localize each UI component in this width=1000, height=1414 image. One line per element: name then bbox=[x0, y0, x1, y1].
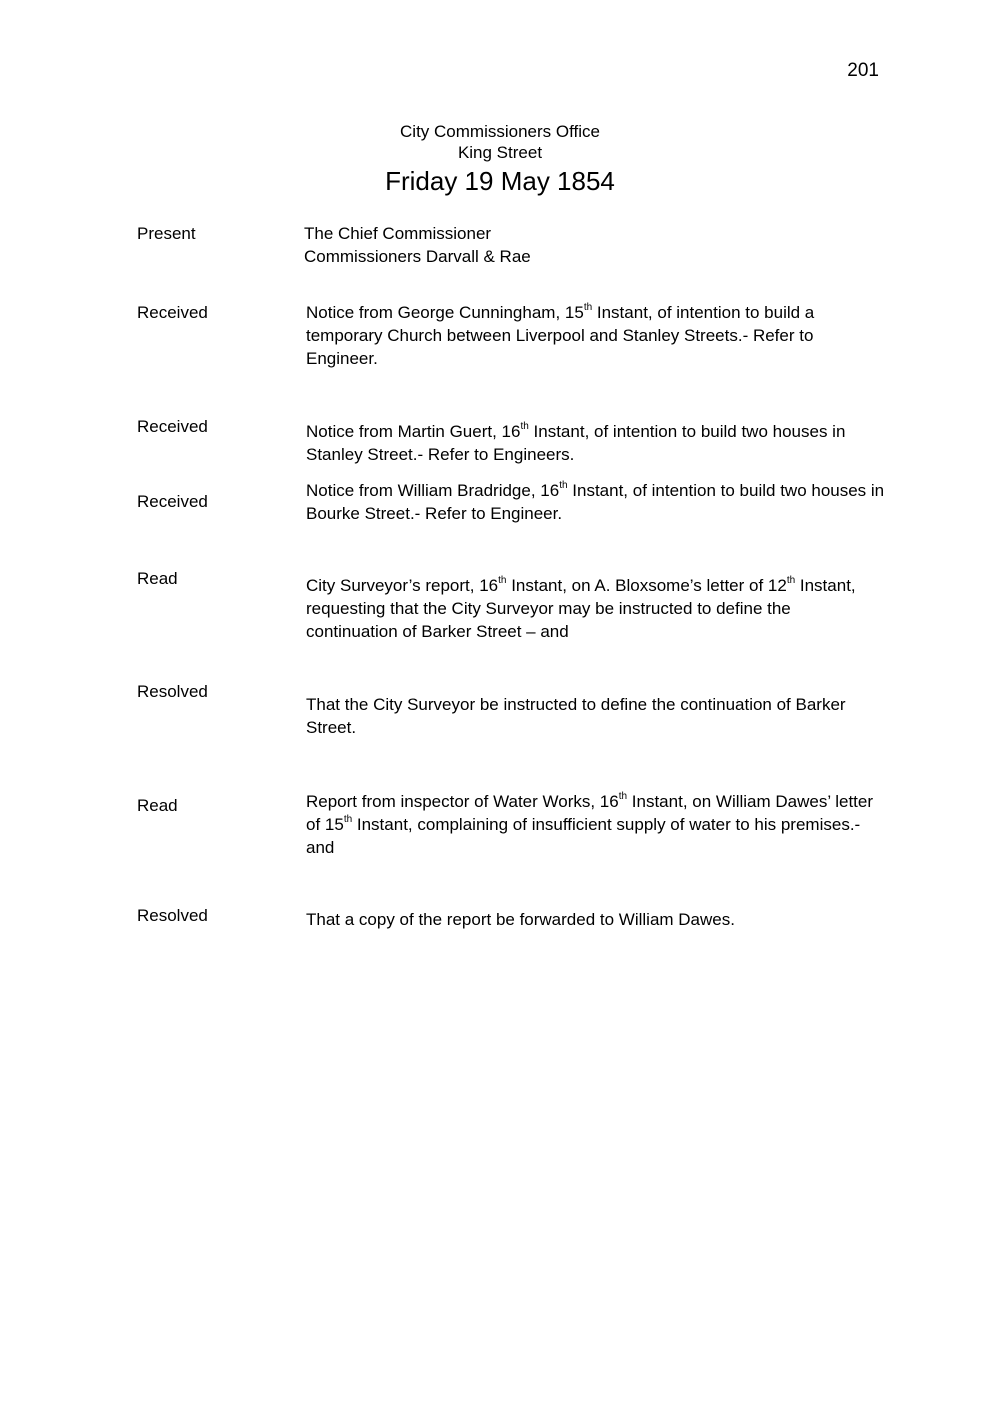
entry-label: Read bbox=[137, 569, 178, 588]
present-label: Present bbox=[137, 224, 196, 243]
present-line-2: Commissioners Darvall & Rae bbox=[304, 247, 531, 266]
meeting-date: Friday 19 May 1854 bbox=[385, 166, 615, 196]
entry-label: Received bbox=[137, 303, 208, 322]
entry-label: Resolved bbox=[137, 682, 208, 701]
entry-text: Notice from Martin Guert, 16th Instant, of intention to build two houses in Stanley Street.- Refer to Engineers. bbox=[306, 421, 846, 464]
entry-text: That the City Surveyor be instructed to define the continuation of Barker Street. bbox=[306, 695, 846, 737]
entry-label: Received bbox=[137, 492, 208, 511]
entry-label: Resolved bbox=[137, 906, 208, 925]
present-line-1: The Chief Commissioner bbox=[304, 224, 492, 243]
present-list bbox=[304, 222, 884, 268]
entry-label: Received bbox=[137, 417, 208, 436]
page-number: 201 bbox=[847, 60, 879, 81]
entry-text: Report from inspector of Water Works, 16th Instant, on William Dawes’ letter of 15th Instant, complaining of insufficient supply of water to his premises.- and bbox=[306, 791, 874, 857]
entry-text: That a copy of the report be forwarded to William Dawes. bbox=[306, 910, 735, 929]
entry-text: City Surveyor’s report, 16th Instant, on A. Bloxsome’s letter of 12th Instant, requesting that the City Surveyor may be instructed to define the continuation of Barker Street – and bbox=[306, 575, 856, 641]
entry-label: Read bbox=[137, 796, 178, 815]
office-name: City Commissioners Office bbox=[400, 122, 600, 141]
minutes-header bbox=[250, 121, 750, 197]
office-street: King Street bbox=[457, 143, 543, 162]
entry-text: Notice from George Cunningham, 15th Instant, of intention to build a temporary Church between Liverpool and Stanley Streets.- Refer to Engineer. bbox=[306, 302, 815, 368]
entry-text: Notice from William Bradridge, 16th Instant, of intention to build two houses in Bourke Street.- Refer to Engineer. bbox=[306, 480, 885, 523]
